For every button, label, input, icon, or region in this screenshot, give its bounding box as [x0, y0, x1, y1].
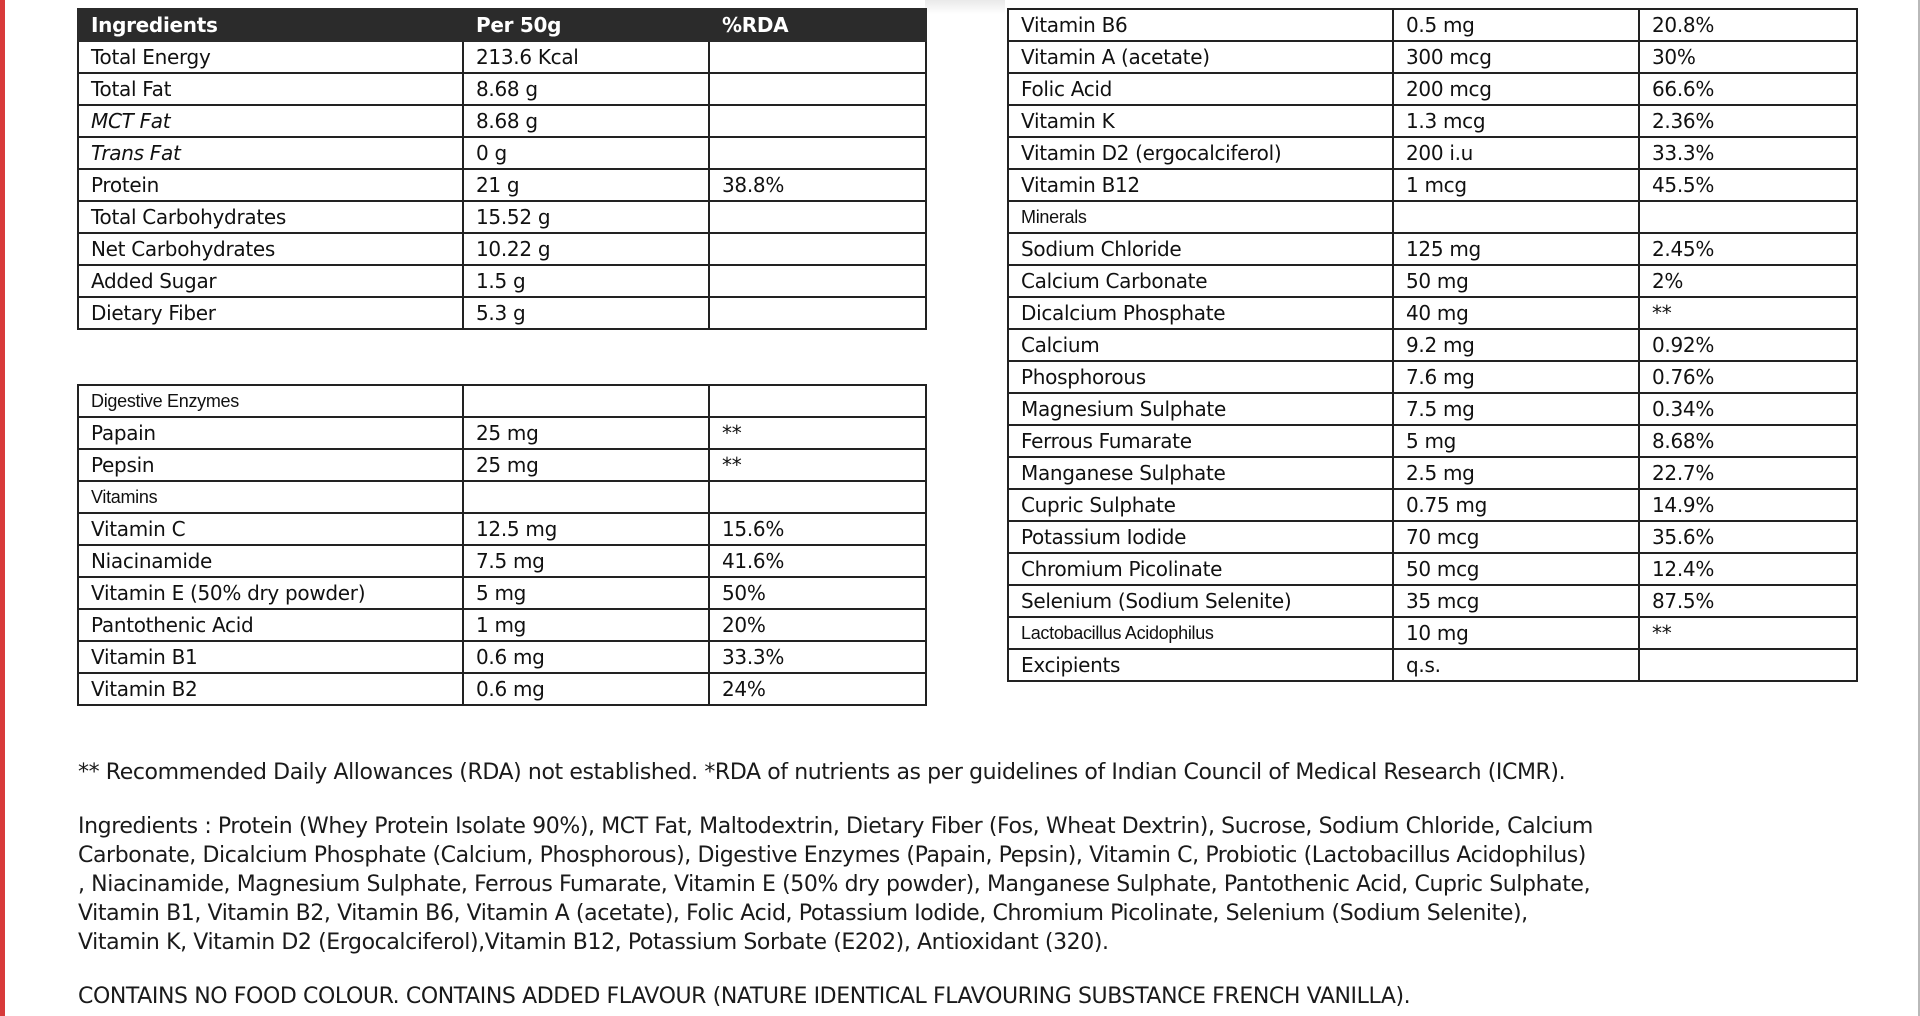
nutrient-rda: 8.68%: [1639, 425, 1857, 457]
section-heading-minerals: Minerals: [1008, 201, 1393, 233]
nutrient-rda: 15.6%: [709, 513, 926, 545]
nutrient-name: MCT Fat: [78, 105, 463, 137]
nutrient-amount: 0.6 mg: [463, 673, 709, 705]
nutrient-rda: **: [1639, 617, 1857, 649]
nutrient-rda: 14.9%: [1639, 489, 1857, 521]
table-row: [1008, 137, 1857, 169]
nutrient-name: Vitamin E (50% dry powder): [78, 577, 463, 609]
nutrient-amount: 25 mg: [463, 449, 709, 481]
nutrient-name: Vitamin B2: [78, 673, 463, 705]
ingredients-paragraph: [78, 812, 1838, 957]
nutrient-rda: 38.8%: [709, 169, 926, 201]
nutrient-name: Potassium Iodide: [1008, 521, 1393, 553]
nutrient-amount: 10 mg: [1393, 617, 1639, 649]
table-row: [78, 73, 926, 105]
table-row: [1008, 233, 1857, 265]
nutrient-name: Ferrous Fumarate: [1008, 425, 1393, 457]
nutrient-rda: 0.76%: [1639, 361, 1857, 393]
table-row: [78, 41, 926, 73]
nutrient-name: Magnesium Sulphate: [1008, 393, 1393, 425]
nutrient-rda: [709, 201, 926, 233]
nutrient-rda: 20%: [709, 609, 926, 641]
table-row: [78, 545, 926, 577]
nutrient-name: Calcium: [1008, 329, 1393, 361]
nutrient-amount: 0.75 mg: [1393, 489, 1639, 521]
nutrient-rda: 2%: [1639, 265, 1857, 297]
table-row: [78, 201, 926, 233]
nutrient-rda: [709, 41, 926, 73]
nutrient-amount: 1.5 g: [463, 265, 709, 297]
nutrient-name: Vitamin B6: [1008, 9, 1393, 41]
enzymes-vitamins-table: [77, 384, 927, 706]
nutrient-name: Pantothenic Acid: [78, 609, 463, 641]
table-row: [78, 449, 926, 481]
ingredients-line: Ingredients : Protein (Whey Protein Isolate 90%), MCT Fat, Maltodextrin, Dietary Fiber (Fos, Wheat Dextrin), Sucrose, Sodium Chloride, Calcium: [78, 814, 1593, 839]
nutrient-name: Niacinamide: [78, 545, 463, 577]
nutrient-rda: [709, 105, 926, 137]
nutrient-rda: 66.6%: [1639, 73, 1857, 105]
table-row: [1008, 73, 1857, 105]
nutrient-rda: 20.8%: [1639, 9, 1857, 41]
nutrient-amount: 300 mcg: [1393, 41, 1639, 73]
section-row: [78, 481, 926, 513]
table-row: [1008, 553, 1857, 585]
nutrient-rda: 33.3%: [1639, 137, 1857, 169]
nutrient-rda: 87.5%: [1639, 585, 1857, 617]
nutrient-name: Vitamin D2 (ergocalciferol): [1008, 137, 1393, 169]
nutrient-name: Selenium (Sodium Selenite): [1008, 585, 1393, 617]
table-row: [78, 297, 926, 329]
nutrient-name: Cupric Sulphate: [1008, 489, 1393, 521]
nutrient-amount: 35 mcg: [1393, 585, 1639, 617]
left-red-border: [0, 0, 5, 1016]
nutrient-rda: 33.3%: [709, 641, 926, 673]
table-row: [1008, 649, 1857, 681]
nutrient-amount: 40 mg: [1393, 297, 1639, 329]
nutrient-rda: [709, 297, 926, 329]
table-row: [1008, 585, 1857, 617]
nutrient-amount: 1.3 mcg: [1393, 105, 1639, 137]
nutrient-amount: 1 mcg: [1393, 169, 1639, 201]
nutrient-amount: 8.68 g: [463, 105, 709, 137]
nutrient-rda: 0.34%: [1639, 393, 1857, 425]
table-row: [1008, 393, 1857, 425]
nutrient-amount: 200 i.u: [1393, 137, 1639, 169]
table-row: [1008, 297, 1857, 329]
nutrient-amount: 50 mg: [1393, 265, 1639, 297]
nutrient-amount: 1 mg: [463, 609, 709, 641]
nutrient-amount: 200 mcg: [1393, 73, 1639, 105]
nutrient-rda: 41.6%: [709, 545, 926, 577]
header-rda: %RDA: [709, 9, 926, 41]
empty-cell: [463, 481, 709, 513]
ingredients-line: Vitamin K, Vitamin D2 (Ergocalciferol),Vitamin B12, Potassium Sorbate (E202), Antioxidant (320).: [78, 930, 1109, 955]
table-row: [1008, 169, 1857, 201]
table-row: [1008, 265, 1857, 297]
table-row: [78, 513, 926, 545]
nutrient-rda: **: [709, 417, 926, 449]
ingredients-line: , Niacinamide, Magnesium Sulphate, Ferrous Fumarate, Vitamin E (50% dry powder), Manganese Sulphate, Pantothenic Acid, Cupric Sulphate,: [78, 872, 1591, 897]
nutrient-amount: 125 mg: [1393, 233, 1639, 265]
nutrient-name: Vitamin B12: [1008, 169, 1393, 201]
nutrient-rda: 50%: [709, 577, 926, 609]
nutrient-name: Vitamin A (acetate): [1008, 41, 1393, 73]
nutrient-amount: 15.52 g: [463, 201, 709, 233]
table-row: [1008, 361, 1857, 393]
nutrient-rda: 24%: [709, 673, 926, 705]
ingredients-line: Vitamin B1, Vitamin B2, Vitamin B6, Vitamin A (acetate), Folic Acid, Potassium Iodide, Chromium Picolinate, Selenium (Sodium Selenite),: [78, 901, 1528, 926]
section-heading-vitamins: Vitamins: [78, 481, 463, 513]
nutrient-amount: 10.22 g: [463, 233, 709, 265]
nutrition-table-header: [78, 9, 926, 41]
nutrient-rda: 0.92%: [1639, 329, 1857, 361]
table-row: [78, 673, 926, 705]
table-row: [1008, 489, 1857, 521]
nutrient-rda: 2.45%: [1639, 233, 1857, 265]
nutrient-amount: 7.5 mg: [1393, 393, 1639, 425]
nutrient-amount: 12.5 mg: [463, 513, 709, 545]
section-heading-digestive-enzymes: Digestive Enzymes: [78, 385, 463, 417]
nutrient-rda: [709, 73, 926, 105]
nutrient-name: Dicalcium Phosphate: [1008, 297, 1393, 329]
nutrient-name: Folic Acid: [1008, 73, 1393, 105]
section-row: [78, 385, 926, 417]
nutrient-rda: [709, 265, 926, 297]
nutrient-rda: 35.6%: [1639, 521, 1857, 553]
nutrient-amount: 0 g: [463, 137, 709, 169]
nutrient-name: Dietary Fiber: [78, 297, 463, 329]
nutrient-name: Total Carbohydrates: [78, 201, 463, 233]
table-row: [78, 609, 926, 641]
nutrient-rda: 45.5%: [1639, 169, 1857, 201]
nutrient-amount: 70 mcg: [1393, 521, 1639, 553]
nutrient-name: Pepsin: [78, 449, 463, 481]
header-ingredients: Ingredients: [78, 9, 463, 41]
nutrient-name: Phosphorous: [1008, 361, 1393, 393]
nutrient-amount: 9.2 mg: [1393, 329, 1639, 361]
empty-cell: [709, 481, 926, 513]
table-row: [1008, 457, 1857, 489]
food-colour-statement: CONTAINS NO FOOD COLOUR. CONTAINS ADDED FLAVOUR (NATURE IDENTICAL FLAVOURING SUBSTANCE FRENCH VANILLA).: [78, 984, 1411, 1009]
nutrient-amount: 0.6 mg: [463, 641, 709, 673]
nutrient-rda: [1639, 649, 1857, 681]
empty-cell: [463, 385, 709, 417]
vitamins-minerals-table: [1007, 8, 1858, 682]
empty-cell: [1393, 201, 1639, 233]
nutrient-amount: 7.5 mg: [463, 545, 709, 577]
table-row: [78, 169, 926, 201]
empty-cell: [1639, 201, 1857, 233]
table-row: [78, 265, 926, 297]
nutrient-name: Calcium Carbonate: [1008, 265, 1393, 297]
nutrient-name: Added Sugar: [78, 265, 463, 297]
nutrient-rda: **: [709, 449, 926, 481]
table-row: [1008, 425, 1857, 457]
nutrient-rda: [709, 137, 926, 169]
nutrient-amount: 7.6 mg: [1393, 361, 1639, 393]
empty-cell: [709, 385, 926, 417]
nutrient-amount: 8.68 g: [463, 73, 709, 105]
table-row: [78, 105, 926, 137]
table-row: [78, 577, 926, 609]
ingredients-line: Carbonate, Dicalcium Phosphate (Calcium, Phosphorous), Digestive Enzymes (Papain, Pepsin), Vitamin C, Probiotic (Lactobacillus Acidophilus): [78, 843, 1586, 868]
nutrient-name: Protein: [78, 169, 463, 201]
nutrient-name: Manganese Sulphate: [1008, 457, 1393, 489]
nutrient-rda: **: [1639, 297, 1857, 329]
table-row: [1008, 521, 1857, 553]
nutrient-amount: 2.5 mg: [1393, 457, 1639, 489]
nutrient-rda: 30%: [1639, 41, 1857, 73]
nutrient-rda: 12.4%: [1639, 553, 1857, 585]
table-row: [78, 641, 926, 673]
nutrient-rda: 2.36%: [1639, 105, 1857, 137]
rda-footnote: ** Recommended Daily Allowances (RDA) not established. *RDA of nutrients as per guidelines of Indian Council of Medical Research (ICMR).: [78, 760, 1566, 785]
nutrient-amount: 50 mcg: [1393, 553, 1639, 585]
table-row: [1008, 41, 1857, 73]
nutrient-amount: 5 mg: [1393, 425, 1639, 457]
nutrient-name: Sodium Chloride: [1008, 233, 1393, 265]
nutrient-amount: 5 mg: [463, 577, 709, 609]
table-row: [78, 417, 926, 449]
table-row: [1008, 617, 1857, 649]
nutrient-name: Chromium Picolinate: [1008, 553, 1393, 585]
table-row: [1008, 105, 1857, 137]
nutrient-name: Vitamin B1: [78, 641, 463, 673]
nutrient-name: Net Carbohydrates: [78, 233, 463, 265]
table-row: [78, 233, 926, 265]
nutrient-amount: 213.6 Kcal: [463, 41, 709, 73]
table-row: [1008, 9, 1857, 41]
section-row: [1008, 201, 1857, 233]
top-shadow: [925, 0, 1005, 14]
nutrient-rda: [709, 233, 926, 265]
nutrient-amount: 5.3 g: [463, 297, 709, 329]
nutrient-name: Total Energy: [78, 41, 463, 73]
table-row: [1008, 329, 1857, 361]
nutrient-name: Vitamin C: [78, 513, 463, 545]
nutrient-name: Total Fat: [78, 73, 463, 105]
nutrient-amount: 25 mg: [463, 417, 709, 449]
nutrient-name: Papain: [78, 417, 463, 449]
excipients-name: Excipients: [1008, 649, 1393, 681]
nutrient-name: Trans Fat: [78, 137, 463, 169]
header-per-50g: Per 50g: [463, 9, 709, 41]
nutrient-name: Vitamin K: [1008, 105, 1393, 137]
nutrient-amount: 0.5 mg: [1393, 9, 1639, 41]
nutrient-rda: 22.7%: [1639, 457, 1857, 489]
nutrition-table: [77, 8, 927, 330]
nutrient-amount: q.s.: [1393, 649, 1639, 681]
table-row: [78, 137, 926, 169]
lactobacillus-name: Lactobacillus Acidophilus: [1008, 617, 1393, 649]
nutrient-amount: 21 g: [463, 169, 709, 201]
